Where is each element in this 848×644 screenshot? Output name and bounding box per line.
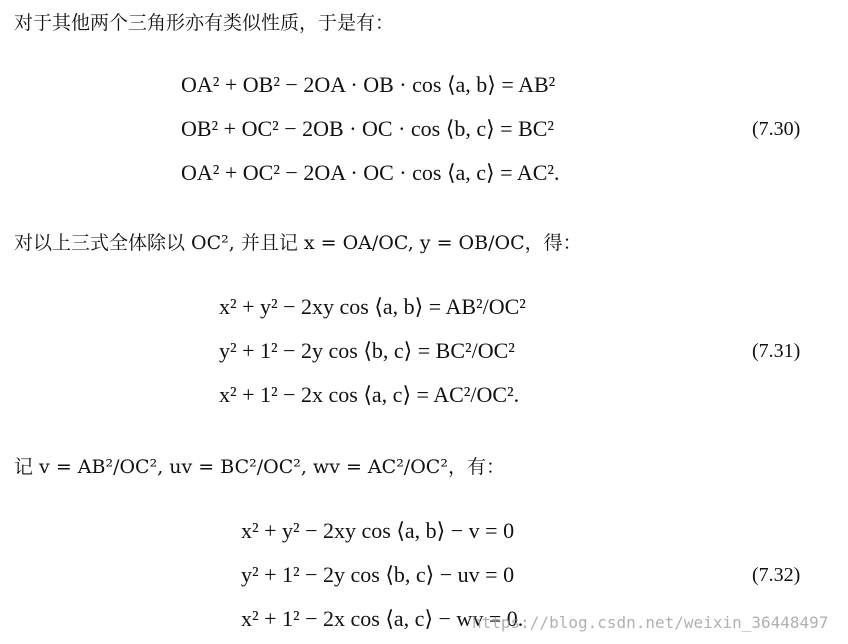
equation-7-31-line-3: x² + 1² − 2x cos ⟨a, c⟩ = AC²/OC².: [219, 382, 520, 407]
equation-7-30-line-3: OA² + OC² − 2OA · OC · cos ⟨a, c⟩ = AC².: [181, 160, 560, 185]
paragraph-define-v: 记 v = AB²/OC², uv = BC²/OC², wv = AC²/OC²，有：: [14, 456, 505, 478]
equation-number-7-30: (7.30): [752, 118, 801, 140]
paragraph-divide: 对以上三式全体除以 OC², 并且记 x = OA/OC, y = OB/OC，得：: [14, 232, 582, 254]
paragraph-intro: 对于其他两个三角形亦有类似性质，于是有：: [14, 12, 395, 34]
equation-7-32-line-2: y² + 1² − 2y cos ⟨b, c⟩ − uv = 0: [241, 562, 515, 587]
equation-7-32-line-3: x² + 1² − 2x cos ⟨a, c⟩ − wv = 0.: [241, 606, 524, 631]
watermark-url: https://blog.csdn.net/weixin_36448497: [472, 613, 829, 632]
equation-7-30-line-2: OB² + OC² − 2OB · OC · cos ⟨b, c⟩ = BC²: [181, 116, 555, 141]
equation-7-31-line-2: y² + 1² − 2y cos ⟨b, c⟩ = BC²/OC²: [219, 338, 515, 363]
equation-7-30-line-1: OA² + OB² − 2OA · OB · cos ⟨a, b⟩ = AB²: [181, 72, 556, 97]
equation-number-7-32: (7.32): [752, 564, 801, 586]
equation-number-7-31: (7.31): [752, 340, 801, 362]
equation-7-32-line-1: x² + y² − 2xy cos ⟨a, b⟩ − v = 0: [241, 518, 515, 543]
equation-7-31-line-1: x² + y² − 2xy cos ⟨a, b⟩ = AB²/OC²: [219, 294, 526, 319]
